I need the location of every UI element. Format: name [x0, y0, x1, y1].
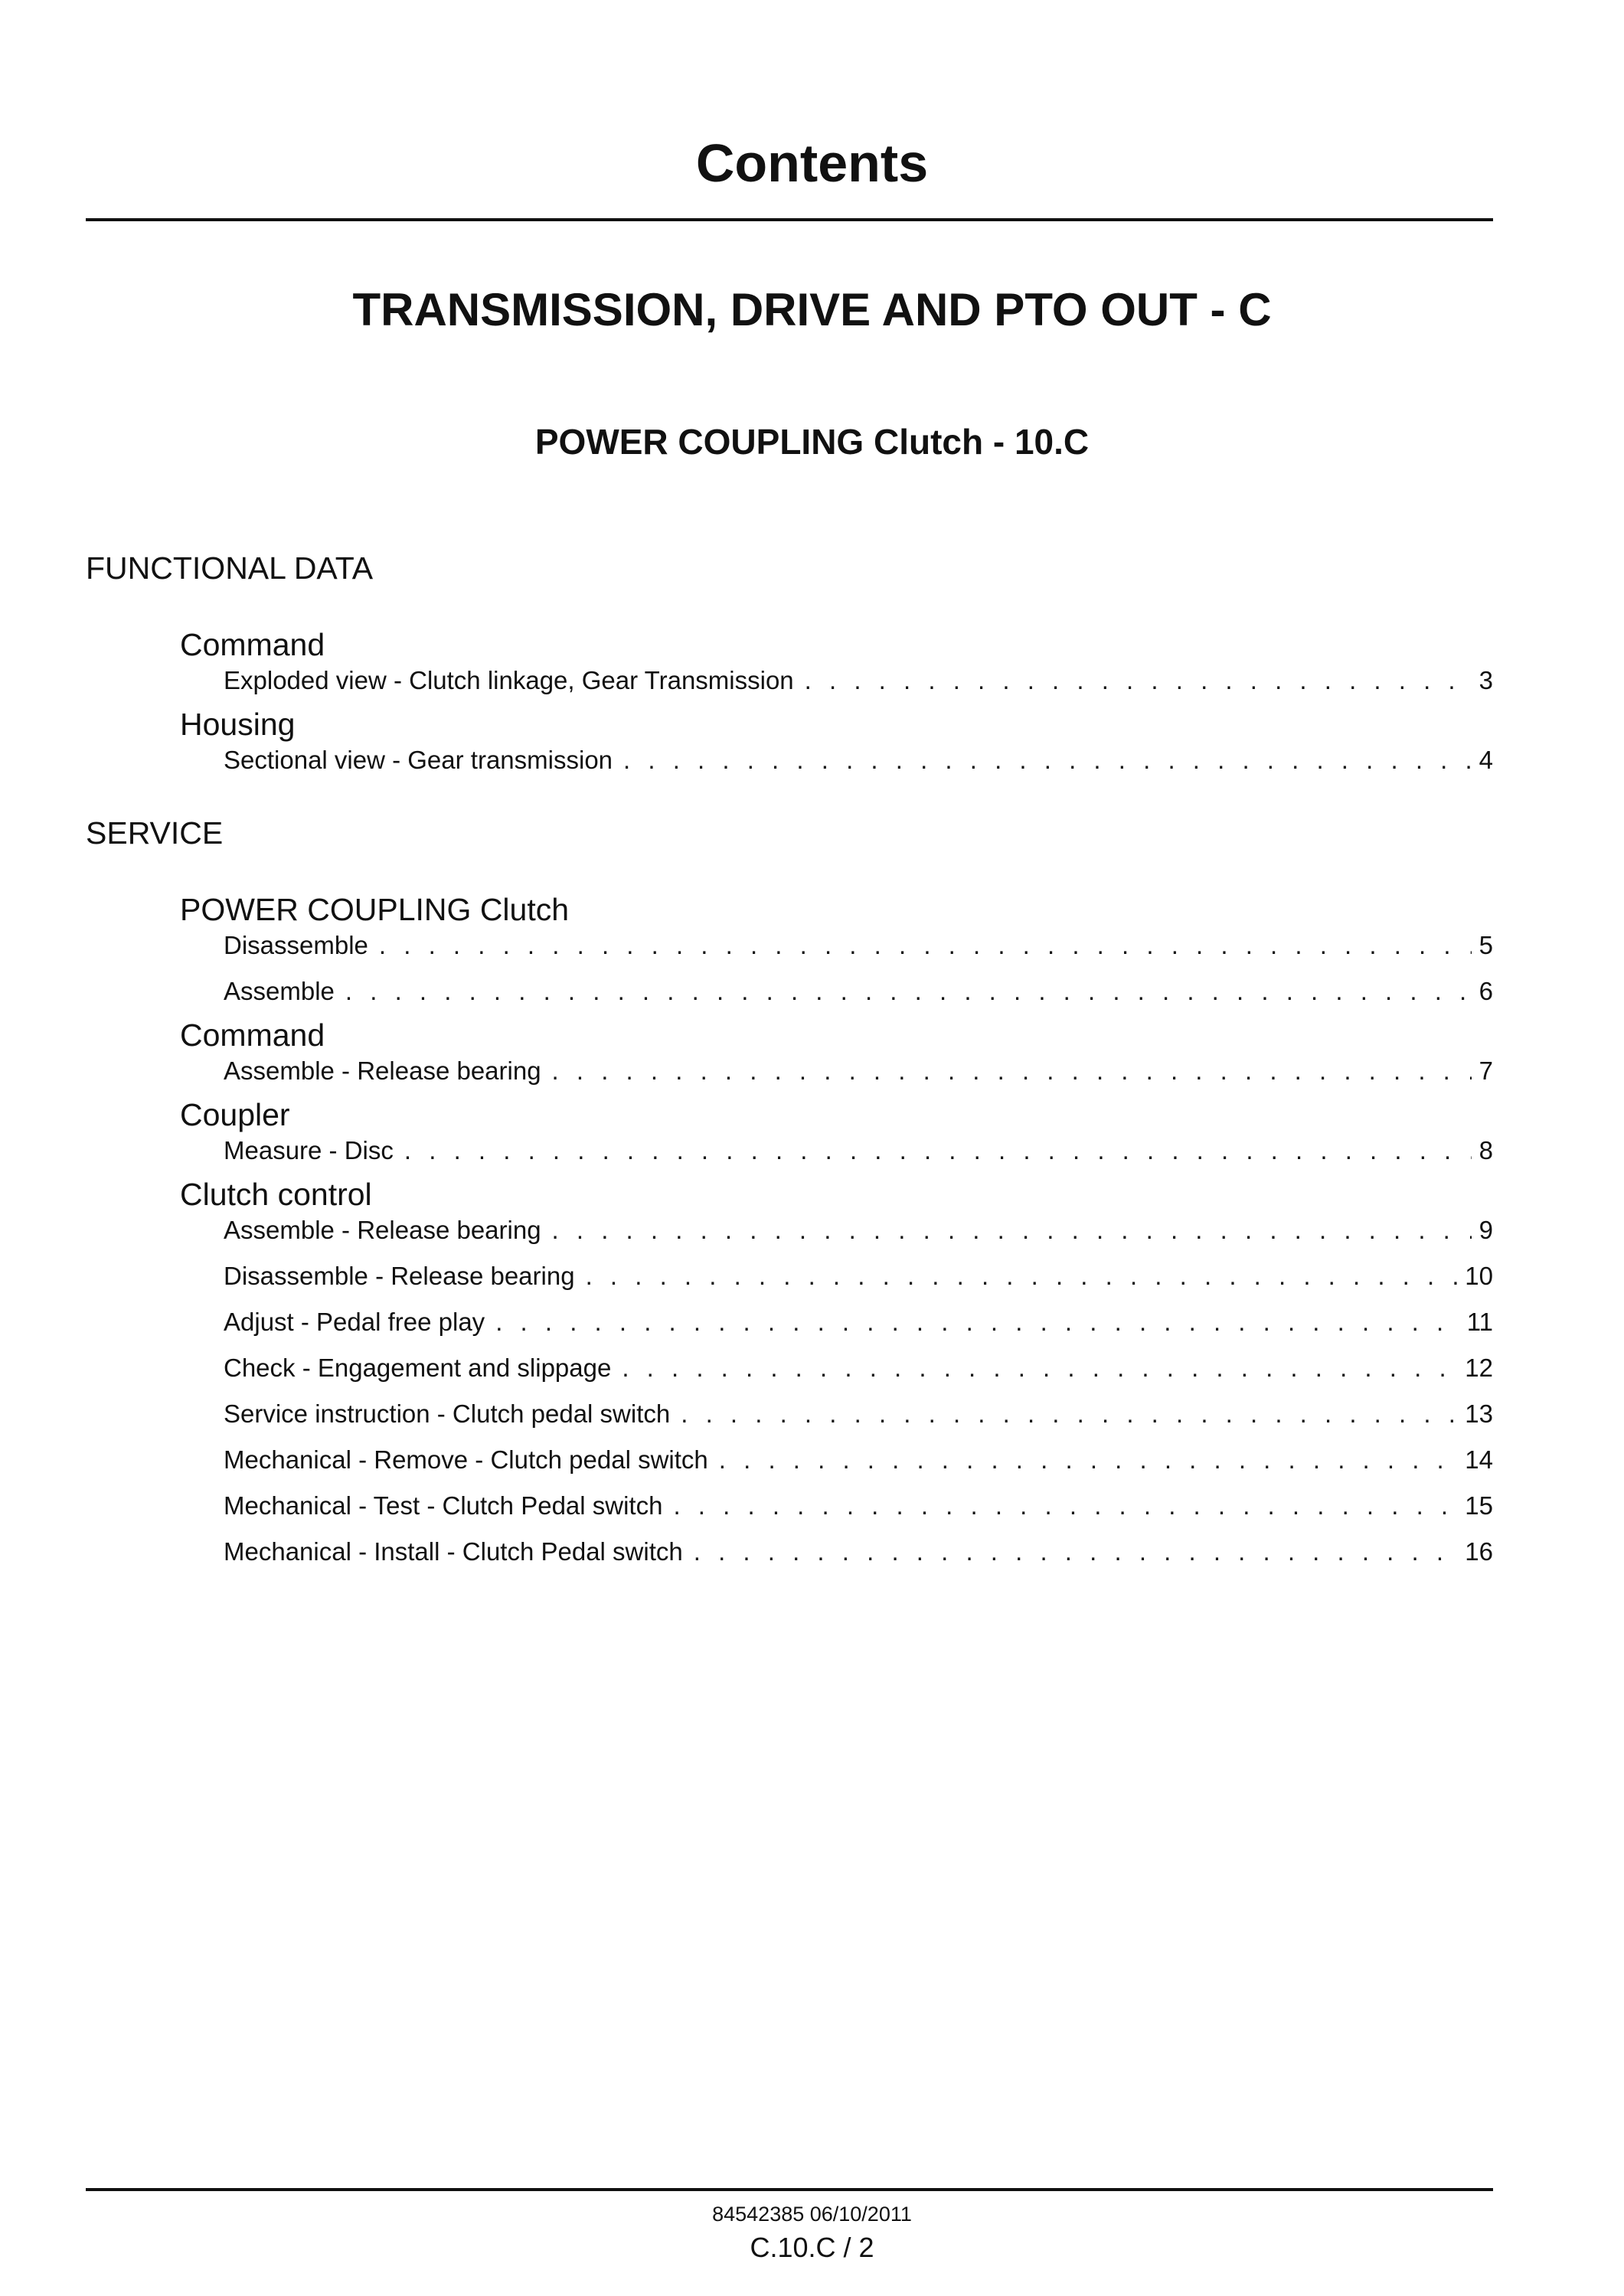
toc-entry-text: Check - Engagement and slippage — [224, 1354, 612, 1382]
toc-subgroup-coupler — [180, 1099, 1493, 1165]
toc-entry[interactable] — [224, 1217, 1493, 1245]
toc-entry-page: 7 — [1479, 1057, 1493, 1085]
toc-subgroup-housing — [180, 709, 1493, 775]
toc-entry-text: Sectional view - Gear transmission — [224, 746, 613, 774]
toc-entry-page: 11 — [1466, 1308, 1493, 1336]
page-title: Contents — [695, 133, 929, 193]
toc-group-title: SERVICE — [86, 815, 224, 851]
toc-entry-text: Service instruction - Clutch pedal switch — [224, 1399, 671, 1428]
toc-entry[interactable] — [224, 1263, 1493, 1291]
toc-entry-text: Mechanical - Install - Clutch Pedal switch — [224, 1537, 683, 1566]
toc-entry-text: Assemble - Release bearing — [224, 1216, 541, 1244]
toc-leader-dots — [694, 1539, 1458, 1564]
toc-entry-page: 3 — [1479, 666, 1493, 694]
toc-entry-text: Assemble — [224, 977, 335, 1005]
toc-entry[interactable] — [224, 978, 1493, 1006]
toc-subgroup-title: Command — [180, 627, 325, 662]
toc-subgroup-command — [180, 629, 1493, 695]
toc-entry-text: Mechanical - Remove - Clutch pedal switch — [224, 1445, 708, 1474]
toc-leader-dots — [586, 1263, 1458, 1288]
toc-entry[interactable] — [224, 747, 1493, 775]
toc-entry-page: 10 — [1465, 1262, 1493, 1290]
toc-entry-page: 9 — [1479, 1216, 1493, 1244]
toc-entry[interactable] — [224, 1309, 1493, 1337]
footer-page-reference: C.10.C / 2 — [750, 2232, 874, 2263]
toc-entry[interactable] — [224, 1058, 1493, 1086]
toc-entry[interactable] — [224, 1355, 1493, 1383]
toc-subgroup-clutch-control — [180, 1179, 1493, 1566]
toc-group-service — [86, 815, 1493, 1566]
toc-entry-text: Assemble - Release bearing — [224, 1057, 541, 1085]
toc-entry-text: Disassemble - Release bearing — [224, 1262, 575, 1290]
toc-group-functional-data — [86, 550, 1493, 775]
section-title: POWER COUPLING Clutch - 10.C — [534, 422, 1090, 462]
toc-entry-page: 8 — [1479, 1136, 1493, 1164]
toc-entry[interactable] — [224, 1539, 1493, 1566]
toc-leader-dots — [404, 1138, 1472, 1163]
toc-leader-dots — [673, 1493, 1457, 1518]
footer-document-code: 84542385 06/10/2011 — [712, 2203, 912, 2226]
toc-group-title: FUNCTIONAL DATA — [86, 550, 374, 586]
toc-subgroup-title: POWER COUPLING Clutch — [180, 892, 570, 927]
toc-entry[interactable] — [224, 1447, 1493, 1475]
toc-entry[interactable] — [224, 1401, 1493, 1429]
toc-entry-page: 4 — [1479, 746, 1493, 774]
toc-leader-dots — [681, 1401, 1457, 1426]
toc-entry-page: 6 — [1479, 977, 1493, 1005]
toc-leader-dots — [719, 1447, 1458, 1472]
toc-entry-page: 16 — [1465, 1537, 1493, 1566]
toc-leader-dots — [623, 747, 1472, 772]
toc-leader-dots — [345, 978, 1472, 1004]
toc-entry[interactable] — [224, 1138, 1493, 1165]
toc-entry-page: 14 — [1465, 1445, 1493, 1474]
toc-entry-page: 12 — [1465, 1354, 1493, 1382]
toc-entry-text: Adjust - Pedal free play — [224, 1308, 485, 1336]
toc-leader-dots — [552, 1217, 1472, 1243]
toc-leader-dots — [805, 668, 1472, 693]
toc-entry-page: 15 — [1465, 1491, 1493, 1520]
toc-subgroup-title: Coupler — [180, 1097, 290, 1132]
toc-leader-dots — [379, 932, 1472, 958]
title-rule — [86, 218, 1493, 221]
toc-subgroup-title: Housing — [180, 707, 296, 742]
footer-rule — [86, 2188, 1493, 2191]
toc-entry-text: Disassemble — [224, 931, 368, 959]
table-of-contents — [86, 550, 1493, 1566]
toc-entry[interactable] — [224, 668, 1493, 695]
toc-entry-text: Measure - Disc — [224, 1136, 394, 1164]
toc-entry[interactable] — [224, 932, 1493, 960]
toc-leader-dots — [495, 1309, 1459, 1334]
toc-leader-dots — [552, 1058, 1472, 1083]
toc-entry[interactable] — [224, 1493, 1493, 1520]
toc-subgroup-power-coupling-clutch — [180, 894, 1493, 1006]
toc-subgroup-title: Command — [180, 1017, 325, 1053]
toc-subgroup-command — [180, 1017, 1493, 1086]
toc-entry-text: Exploded view - Clutch linkage, Gear Transmission — [224, 666, 794, 694]
toc-entry-page: 5 — [1479, 931, 1493, 959]
toc-entry-page: 13 — [1465, 1399, 1493, 1428]
chapter-title: TRANSMISSION, DRIVE AND PTO OUT - C — [352, 284, 1272, 335]
toc-entry-text: Mechanical - Test - Clutch Pedal switch — [224, 1491, 663, 1520]
toc-subgroup-title: Clutch control — [180, 1177, 372, 1212]
toc-leader-dots — [622, 1355, 1457, 1380]
